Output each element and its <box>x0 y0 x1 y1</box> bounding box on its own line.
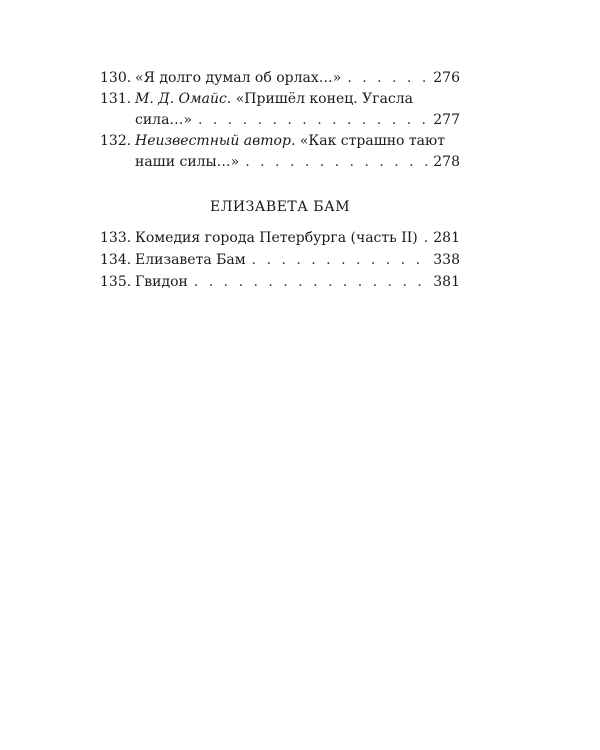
entry-page: 338 <box>433 252 460 268</box>
entry-number: 134. <box>100 252 132 268</box>
entry-page: 278 <box>433 154 460 170</box>
dot-leader <box>194 271 429 293</box>
entry-number: 132. <box>100 133 132 149</box>
entry-page: 381 <box>433 274 460 290</box>
dot-leader <box>252 249 430 271</box>
entry-page: 277 <box>433 112 460 128</box>
toc-group-2 <box>100 227 460 293</box>
dot-leader <box>347 68 429 89</box>
entry-title-cont: наши силы…» <box>135 154 240 170</box>
dot-leader <box>424 227 430 249</box>
entry-title: «Я долго думал об орлах…» <box>135 70 342 86</box>
entry-title: Комедия города Петербурга (часть II) <box>135 230 418 246</box>
entry-author: Неизвестный автор. <box>135 133 296 149</box>
entry-title: «Пришёл конец. Угасла <box>235 91 414 107</box>
toc-entry-132 <box>100 131 460 173</box>
table-of-contents <box>100 68 460 293</box>
toc-entry-135 <box>100 271 460 293</box>
entry-page: 276 <box>433 70 460 86</box>
entry-title: Гвидон <box>135 274 188 290</box>
toc-entry-134 <box>100 249 460 271</box>
entry-number: 131. <box>100 91 132 107</box>
entry-page: 281 <box>433 230 460 246</box>
entry-author: М. Д. Омайс. <box>135 91 232 107</box>
entry-number: 133. <box>100 230 132 246</box>
section-title: ЕЛИЗАВЕТА БАМ <box>209 199 351 215</box>
toc-group-1 <box>100 68 460 173</box>
entry-number: 135. <box>100 274 132 290</box>
toc-entry-130 <box>100 68 460 89</box>
entry-title: Елизавета Бам <box>135 252 246 268</box>
toc-entry-131 <box>100 89 460 131</box>
dot-leader <box>198 110 429 131</box>
entry-title-cont: сила…» <box>135 112 192 128</box>
toc-entry-133 <box>100 227 460 249</box>
dot-leader <box>245 152 429 173</box>
entry-title: «Как страшно тают <box>299 133 445 149</box>
entry-number: 130. <box>100 70 132 86</box>
